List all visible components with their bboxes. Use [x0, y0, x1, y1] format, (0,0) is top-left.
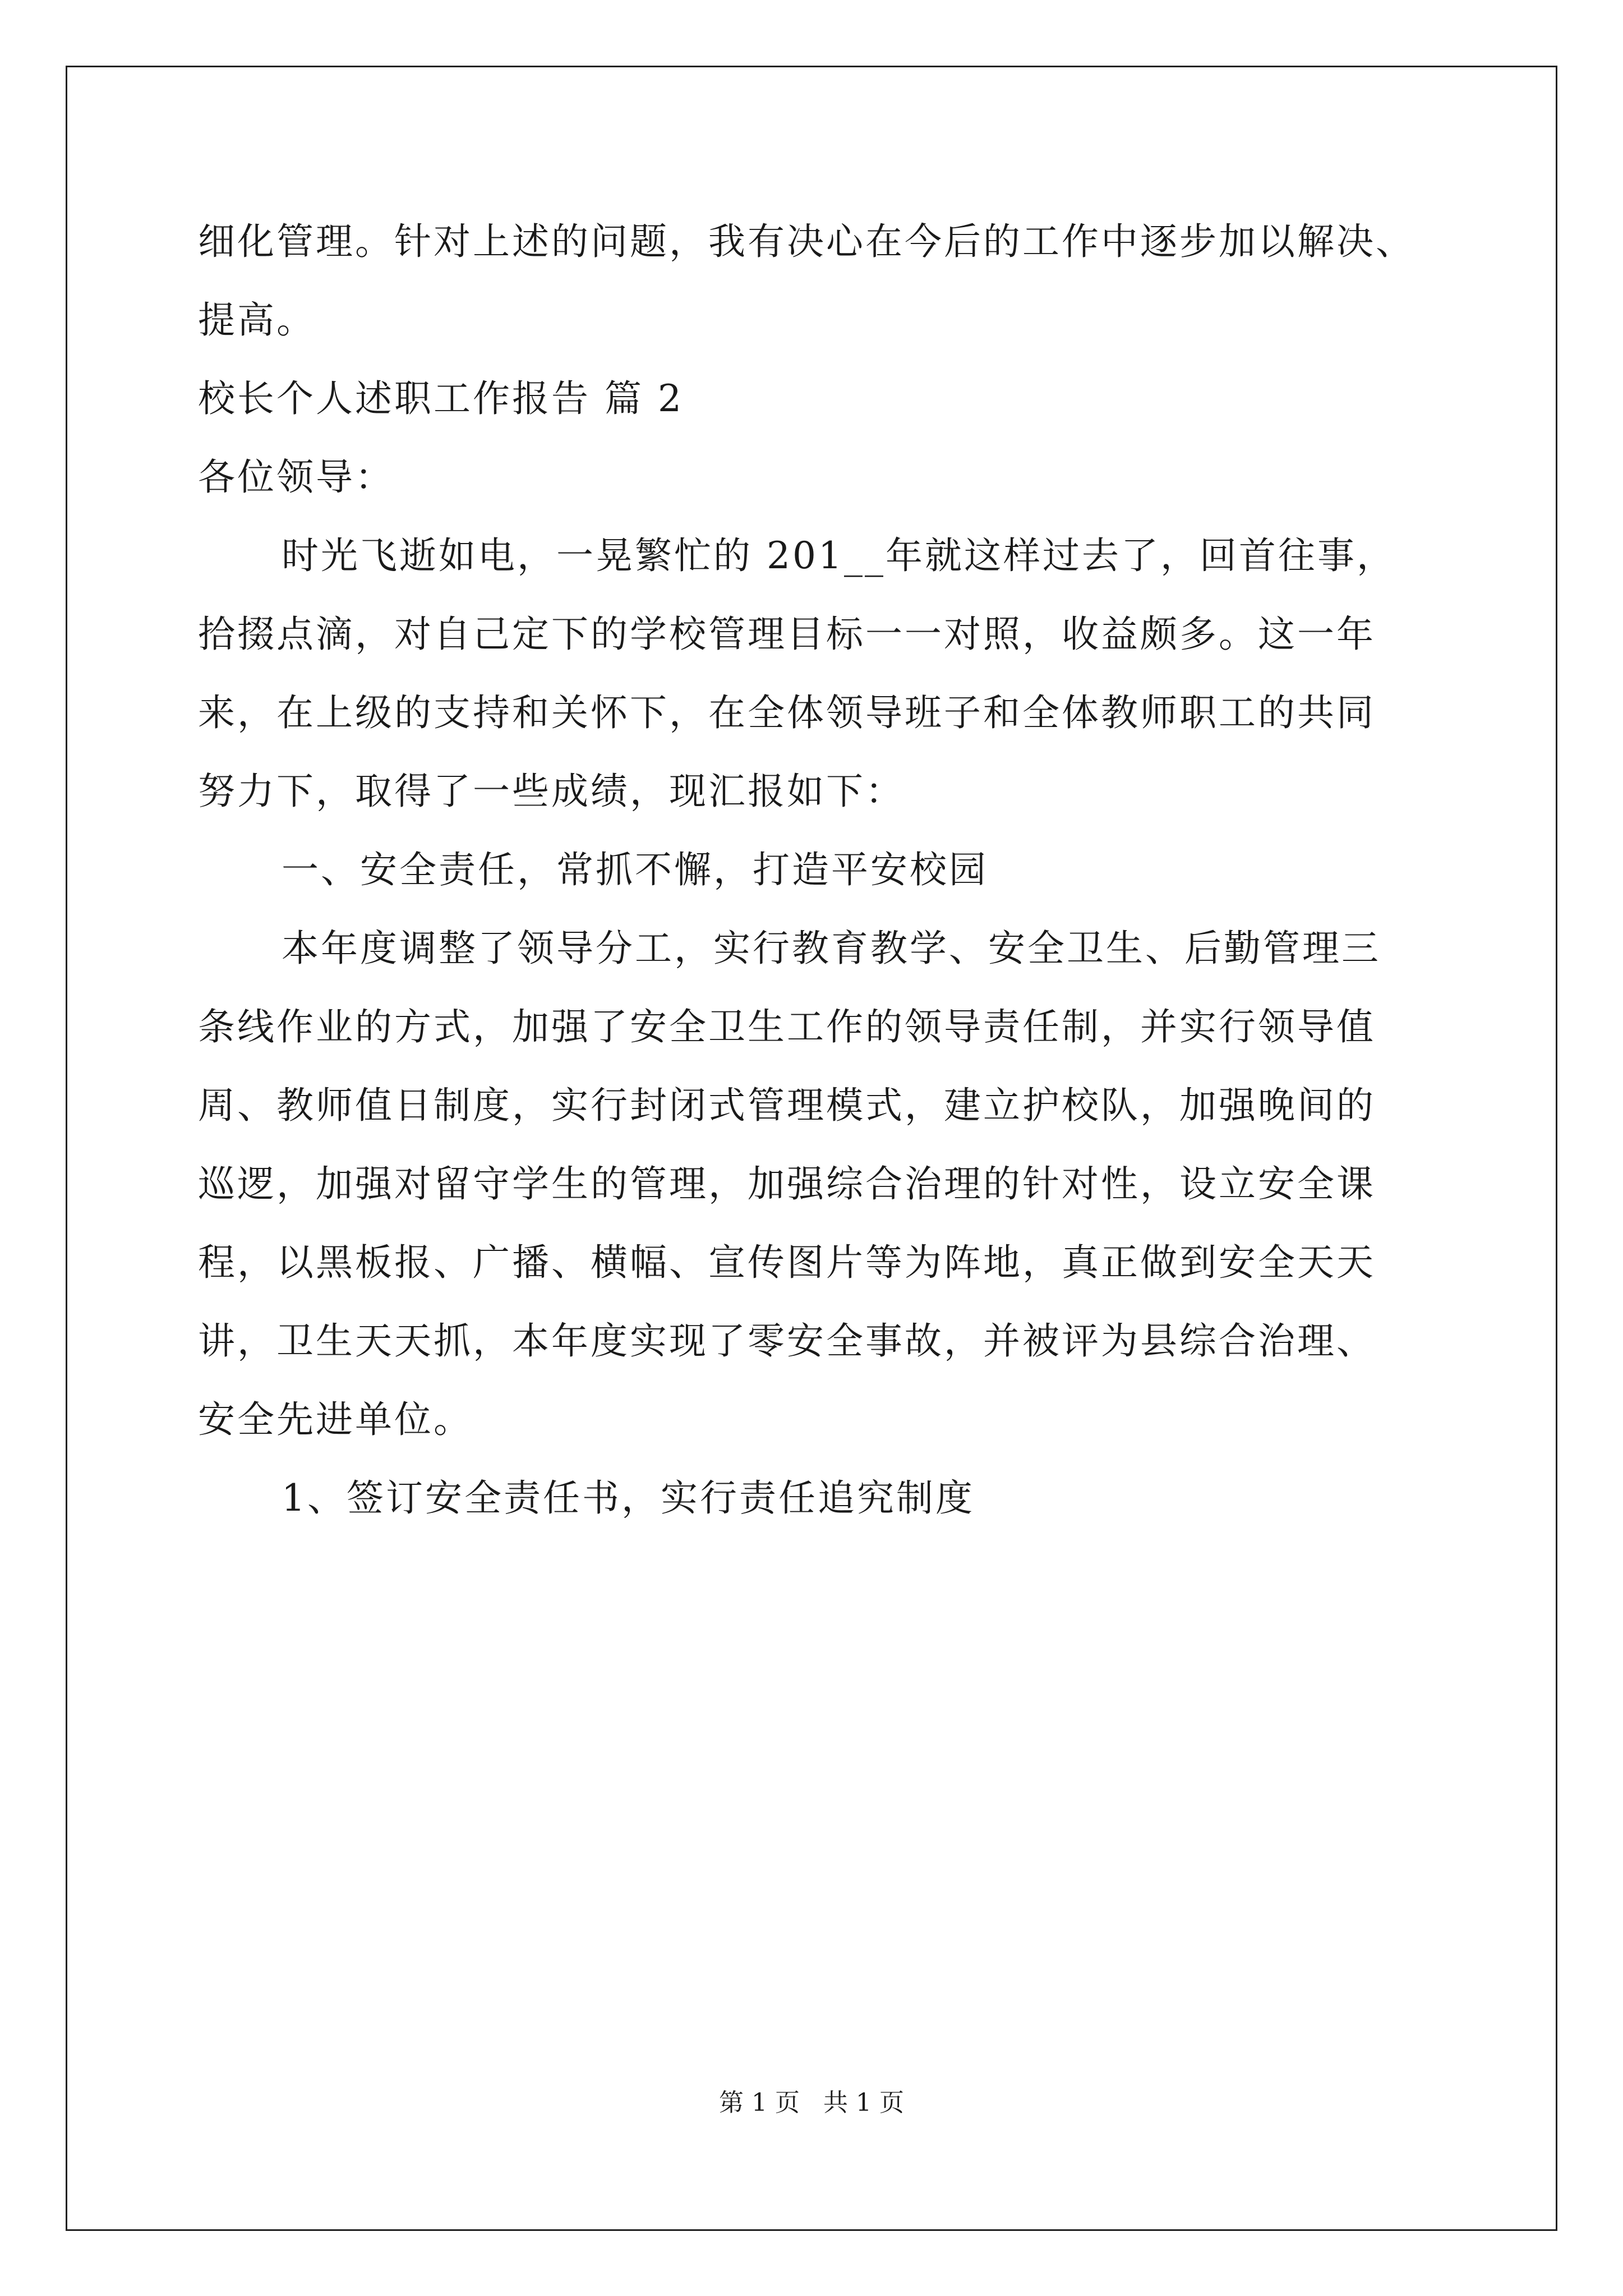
paragraph-line: 提高。	[198, 298, 316, 342]
paragraph-line: 程，以黑板报、广播、横幅、宣传图片等为阵地，真正做到安全天天	[198, 1241, 1376, 1284]
paragraph-line: 来，在上级的支持和关怀下，在全体领导班子和全体教师职工的共同	[198, 691, 1376, 734]
paragraph-line: 周、教师值日制度，实行封闭式管理模式，建立护校队，加强晚间的	[198, 1084, 1376, 1127]
paragraph-line: 时光飞逝如电，一晃繁忙的 201__年就这样过去了，回首往事，	[282, 534, 1396, 577]
paragraph-line: 安全先进单位。	[198, 1398, 473, 1441]
page-number-footer: 第 1 页 共 1 页	[719, 2088, 904, 2117]
salutation: 各位领导：	[198, 455, 394, 499]
paragraph-line: 讲，卫生天天抓，本年度实现了零安全事故，并被评为县综合治理、	[198, 1319, 1376, 1363]
paragraph-line: 条线作业的方式，加强了安全卫生工作的领导责任制，并实行领导值	[198, 1005, 1376, 1048]
subheading: 1、签订安全责任书，实行责任追究制度	[282, 1476, 975, 1520]
paragraph-line: 本年度调整了领导分工，实行教育教学、安全卫生、后勤管理三	[282, 927, 1381, 970]
paragraph-line: 拾掇点滴，对自己定下的学校管理目标一一对照，收益颇多。这一年	[198, 613, 1376, 656]
subheading: 一、安全责任，常抓不懈，打造平安校园	[282, 848, 988, 891]
paragraph-line: 努力下，取得了一些成绩，现汇报如下：	[198, 770, 905, 813]
paragraph-line: 细化管理。针对上述的问题，我有决心在今后的工作中逐步加以解决、	[198, 220, 1415, 263]
section-title: 校长个人述职工作报告 篇 2	[198, 377, 684, 420]
paragraph-line: 巡逻，加强对留守学生的管理，加强综合治理的针对性，设立安全课	[198, 1162, 1376, 1205]
